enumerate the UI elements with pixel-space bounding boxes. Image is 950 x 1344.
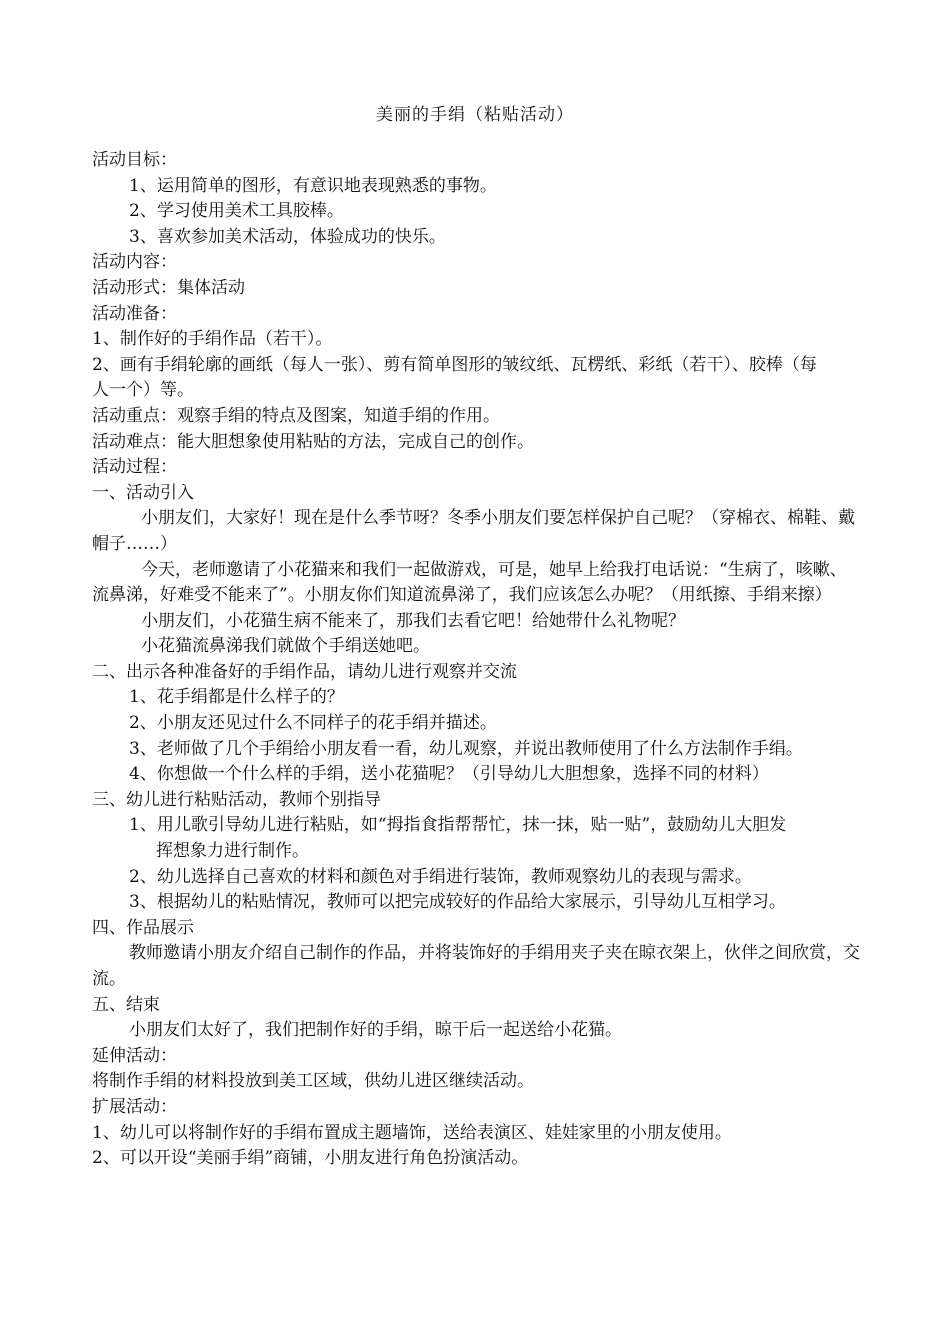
form-line: 活动形式：集体活动 bbox=[92, 277, 245, 298]
prep-item-continued: 人一个）等。 bbox=[92, 380, 194, 401]
paragraph: 小朋友们，小花猫生病不能来了，那我们去看它吧！给她带什么礼物呢？ bbox=[141, 610, 685, 631]
goal-item: 1、运用简单的图形，有意识地表现熟悉的事物。 bbox=[129, 175, 497, 196]
goal-item: 2、学习使用美术工具胶棒。 bbox=[129, 201, 344, 222]
section-heading: 五、结束 bbox=[92, 994, 160, 1015]
extension-text: 将制作手绢的材料投放到美工区域，供幼儿进区继续活动。 bbox=[92, 1071, 534, 1092]
prep-heading: 活动准备： bbox=[92, 303, 177, 324]
list-item: 2、小朋友还见过什么不同样子的花手绢并描述。 bbox=[129, 713, 497, 734]
expansion-item: 1、幼儿可以将制作好的手绢布置成主题墙饰，送给表演区、娃娃家里的小朋友使用。 bbox=[92, 1122, 732, 1143]
key-point-line: 活动重点：观察手绢的特点及图案，知道手绢的作用。 bbox=[92, 405, 500, 426]
list-item: 3、老师做了几个手绢给小朋友看一看，幼儿观察，并说出教师使用了什么方法制作手绢。 bbox=[129, 738, 803, 759]
section-heading: 三、幼儿进行粘贴活动，教师个别指导 bbox=[92, 789, 381, 810]
list-item: 4、你想做一个什么样的手绢，送小花猫呢？（引导幼儿大胆想象，选择不同的材料） bbox=[129, 764, 769, 785]
expansion-item: 2、可以开设“美丽手绢”商铺，小朋友进行角色扮演活动。 bbox=[92, 1148, 529, 1169]
prep-item: 2、画有手绢轮廓的画纸（每人一张）、剪有简单图形的皱纹纸、瓦楞纸、彩纸（若干）、胶棒（每 bbox=[92, 354, 817, 375]
paragraph: 教师邀请小朋友介绍自己制作的作品，并将装饰好的手绢用夹子夹在晾衣架上，伙伴之间欣赏，交流。 bbox=[92, 943, 860, 989]
list-item-line: 1、用儿歌引导幼儿进行粘贴，如“拇指食指帮帮忙，抹一抹，贴一贴”，鼓励幼儿大胆发 bbox=[129, 815, 787, 836]
paragraph: 小朋友们太好了，我们把制作好的手绢，晾干后一起送给小花猫。 bbox=[129, 1020, 622, 1041]
paragraph: 今天，老师邀请了小花猫来和我们一起做游戏，可是，她早上给我打电话说：“生病了，咳嗽、流鼻涕，好难受不能来了”。小朋友你们知道流鼻涕了，我们应该怎么办呢？（用纸擦、手绢来擦） bbox=[92, 559, 847, 606]
list-item bbox=[92, 813, 862, 864]
section-heading: 四、作品展示 bbox=[92, 917, 194, 938]
process-heading: 活动过程： bbox=[92, 457, 177, 478]
section-heading: 一、活动引入 bbox=[92, 482, 194, 503]
section-heading: 二、出示各种准备好的手绢作品，请幼儿进行观察并交流 bbox=[92, 661, 517, 682]
list-item: 1、花手绢都是什么样子的？ bbox=[129, 687, 344, 708]
extension-heading: 延伸活动： bbox=[92, 1045, 177, 1066]
content-label: 活动内容： bbox=[92, 252, 177, 273]
paragraph: 小花猫流鼻涕我们就做个手绢送她吧。 bbox=[141, 636, 430, 657]
prep-item: 1、制作好的手绢作品（若干）。 bbox=[92, 329, 333, 350]
page-title: 美丽的手绢（粘贴活动） bbox=[376, 105, 574, 125]
difficulty-line: 活动难点：能大胆想象使用粘贴的方法，完成自己的创作。 bbox=[92, 431, 534, 452]
list-item: 3、根据幼儿的粘贴情况，教师可以把完成较好的作品给大家展示，引导幼儿互相学习。 bbox=[129, 892, 786, 913]
list-item-continued: 挥想象力进行制作。 bbox=[156, 841, 309, 862]
document-body bbox=[92, 148, 862, 1172]
paragraph: 小朋友们，大家好！现在是什么季节呀？冬季小朋友们要怎样保护自己呢？（穿棉衣、棉鞋、戴帽子……） bbox=[92, 508, 855, 554]
list-item: 2、幼儿选择自己喜欢的材料和颜色对手绢进行装饰，教师观察幼儿的表现与需求。 bbox=[129, 866, 752, 887]
goals-heading: 活动目标： bbox=[92, 150, 177, 170]
expansion-heading: 扩展活动： bbox=[92, 1096, 177, 1117]
goal-item: 3、喜欢参加美术活动，体验成功的快乐。 bbox=[129, 226, 446, 247]
